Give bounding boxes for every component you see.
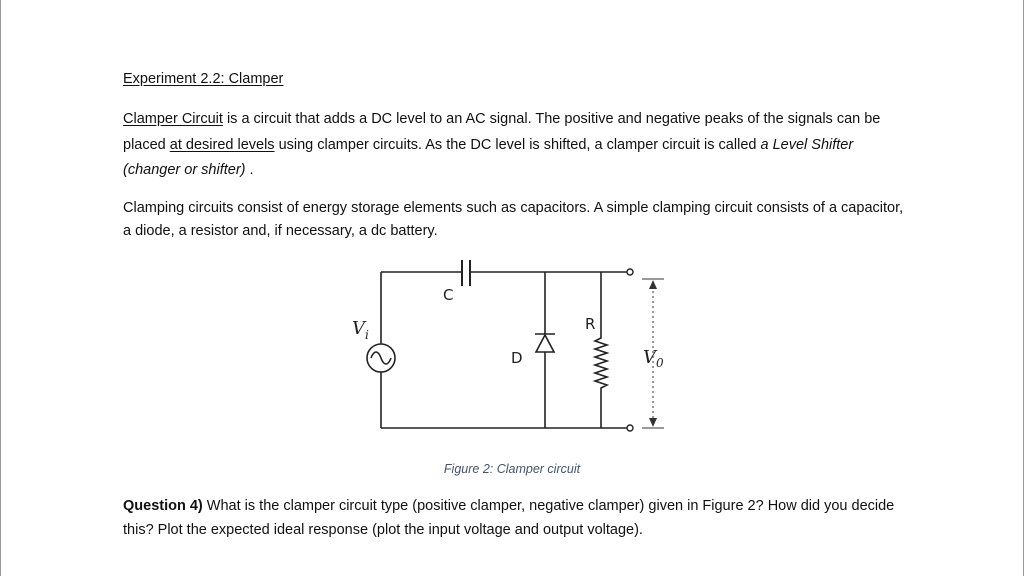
paragraph-text: . bbox=[245, 162, 254, 178]
paragraph-text: using clamper circuits. As the DC level is shifted, a clamper circuit is called bbox=[274, 136, 761, 153]
underlined-term-clamper-circuit: Clamper Circuit bbox=[123, 111, 223, 127]
question-text: What is the clamper circuit type (positive clamper, negative clamper) given in Figure 2? How did you decide this? Plot the expected ideal response (plot the input voltage and output voltage). bbox=[123, 498, 895, 538]
ac-source-icon bbox=[367, 344, 395, 372]
page-edge-left bbox=[0, 0, 1, 576]
section-heading: Experiment 2.2: Clamper bbox=[123, 71, 284, 87]
paragraph-clamper-definition bbox=[123, 107, 913, 184]
paragraph-text: is a circuit that adds a DC level to an AC signal. The positive and negative peaks of the signals can be placed bbox=[123, 111, 881, 153]
underlined-phrase-desired-levels: at desired levels bbox=[169, 136, 275, 153]
paragraph-clamping-components: Clamping circuits consist of energy storage elements such as capacitors. A simple clamping circuit consists of a capacitor, a diode, a resistor and, if necessary, a dc battery. bbox=[123, 200, 904, 239]
label-capacitor: C bbox=[443, 286, 454, 304]
resistor-symbol bbox=[595, 334, 607, 392]
question-label: Question 4) bbox=[123, 498, 203, 514]
label-resistor: R bbox=[585, 315, 596, 333]
label-output-voltage: $V_0$ bbox=[643, 347, 664, 370]
clamper-circuit-diagram bbox=[340, 258, 680, 440]
figure-caption: Figure 2: Clamper circuit bbox=[443, 462, 581, 476]
output-terminal-top bbox=[627, 269, 633, 275]
capacitor-symbol bbox=[462, 260, 470, 286]
diode-symbol bbox=[535, 334, 555, 352]
question-paragraph bbox=[123, 495, 913, 542]
label-input-voltage: $V_i$ bbox=[352, 318, 369, 342]
label-diode: D bbox=[511, 349, 523, 367]
italic-term-level-shifter: a Level Shifter (changer or shifter) bbox=[123, 136, 854, 178]
output-terminal-bottom bbox=[627, 425, 633, 431]
